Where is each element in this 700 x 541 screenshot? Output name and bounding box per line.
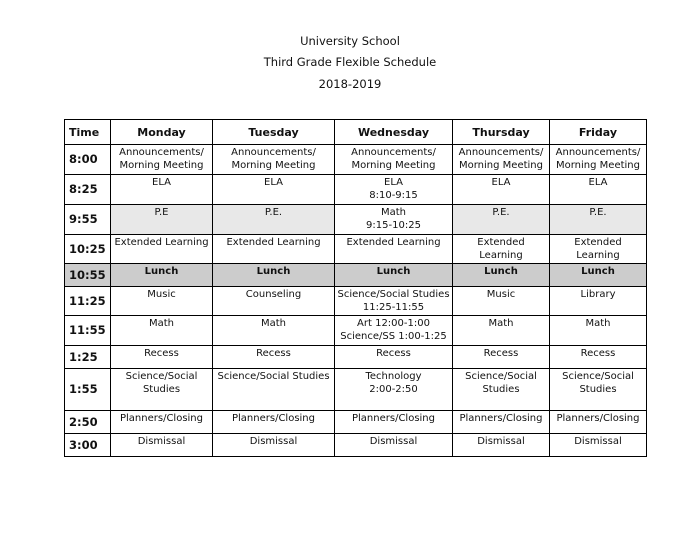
schedule-cell-thursday xyxy=(453,369,550,411)
cell-line: Planners/Closing xyxy=(556,413,640,424)
cell-line: Extended Learning xyxy=(477,237,525,261)
cell-line: Recess xyxy=(580,348,616,359)
cell-line: Recess xyxy=(376,348,411,359)
cell-line: ELA xyxy=(264,177,283,188)
schedule-title: Third Grade Flexible Schedule xyxy=(263,55,437,69)
schedule-cell-tuesday xyxy=(213,145,335,175)
cell-line: ELA xyxy=(491,177,511,188)
cell-line: Extended Learning xyxy=(226,237,321,248)
cell-line: Announcements/ xyxy=(119,147,204,158)
time-cell: 11:55 xyxy=(65,316,111,346)
schedule-cell-thursday xyxy=(453,205,550,235)
schedule-cell-monday xyxy=(111,145,213,175)
cell-line: Counseling xyxy=(245,289,302,300)
cell-line: Dismissal xyxy=(477,436,525,447)
school-year: 2018-2019 xyxy=(318,77,382,91)
cell-line: Extended Learning xyxy=(574,237,622,261)
schedule-cell-monday xyxy=(111,411,213,434)
schedule-cell-wednesday xyxy=(335,235,453,264)
schedule-cell-tuesday xyxy=(213,287,335,316)
schedule-cell-thursday xyxy=(453,235,550,264)
table-row xyxy=(65,316,647,346)
cell-line: Lunch xyxy=(376,266,411,277)
cell-line: Science/Social xyxy=(465,371,537,382)
time-cell: 3:00 xyxy=(65,434,111,457)
cell-line: Dismissal xyxy=(574,436,622,447)
cell-line: Dismissal xyxy=(249,436,298,447)
schedule-cell-thursday xyxy=(453,346,550,369)
table-row xyxy=(65,434,647,457)
schedule-cell-monday xyxy=(111,235,213,264)
time-cell: 8:00 xyxy=(65,145,111,175)
schedule-cell-monday xyxy=(111,287,213,316)
cell-line: Math xyxy=(488,318,514,329)
column-header-monday: Monday xyxy=(111,120,213,145)
schedule-cell-monday xyxy=(111,346,213,369)
cell-line: Math xyxy=(260,318,286,329)
cell-line: Studies xyxy=(482,384,520,395)
column-header-tuesday: Tuesday xyxy=(213,120,335,145)
cell-line: Art 12:00-1:00 xyxy=(357,318,430,329)
schedule-cell-wednesday xyxy=(335,145,453,175)
school-name: University School xyxy=(300,34,400,48)
schedule-cell-tuesday xyxy=(213,235,335,264)
cell-line: Planners/Closing xyxy=(459,413,543,424)
cell-line: Announcements/ xyxy=(458,147,544,158)
cell-line: ELA xyxy=(384,177,403,188)
schedule-cell-thursday xyxy=(453,411,550,434)
cell-line: P.E. xyxy=(589,207,607,218)
schedule-cell-friday xyxy=(550,205,647,235)
cell-line: Music xyxy=(486,289,516,300)
schedule-cell-tuesday xyxy=(213,264,335,287)
column-header-thursday: Thursday xyxy=(453,120,550,145)
schedule-cell-wednesday xyxy=(335,287,453,316)
cell-line: Morning Meeting xyxy=(231,160,316,171)
cell-line: Lunch xyxy=(256,266,291,277)
schedule-cell-thursday xyxy=(453,434,550,457)
cell-line: Math xyxy=(148,318,174,329)
time-cell: 9:55 xyxy=(65,205,111,235)
schedule-cell-thursday xyxy=(453,316,550,346)
schedule-cell-friday xyxy=(550,411,647,434)
cell-line: Morning Meeting xyxy=(459,160,543,171)
cell-line: Lunch xyxy=(581,266,615,277)
cell-line: Morning Meeting xyxy=(351,160,436,171)
cell-line: Announcements/ xyxy=(351,147,436,158)
cell-line: 11:25-11:55 xyxy=(362,302,425,313)
schedule-cell-tuesday xyxy=(213,346,335,369)
schedule-cell-tuesday xyxy=(213,175,335,205)
schedule-cell-thursday xyxy=(453,264,550,287)
cell-line: Science/Social xyxy=(125,371,198,382)
cell-line: Library xyxy=(580,289,616,300)
cell-line: Dismissal xyxy=(369,436,418,447)
cell-line: Morning Meeting xyxy=(119,160,204,171)
schedule-cell-tuesday xyxy=(213,316,335,346)
cell-line: Science/SS 1:00-1:25 xyxy=(340,331,447,342)
column-header-wednesday: Wednesday xyxy=(335,120,453,145)
cell-line: Science/Social xyxy=(562,371,634,382)
table-row xyxy=(65,411,647,434)
schedule-cell-friday xyxy=(550,316,647,346)
cell-line: ELA xyxy=(588,177,608,188)
table-row xyxy=(65,346,647,369)
schedule-cell-friday xyxy=(550,145,647,175)
schedule-cell-friday xyxy=(550,264,647,287)
schedule-cell-wednesday xyxy=(335,175,453,205)
schedule-cell-tuesday xyxy=(213,411,335,434)
cell-line: Extended Learning xyxy=(114,237,209,248)
schedule-cell-wednesday xyxy=(335,369,453,411)
cell-line: Extended Learning xyxy=(346,237,441,248)
table-row xyxy=(65,175,647,205)
cell-line: 9:15-10:25 xyxy=(366,220,421,231)
time-cell: 2:50 xyxy=(65,411,111,434)
schedule-cell-wednesday xyxy=(335,316,453,346)
table-row xyxy=(65,369,647,411)
cell-line: Math xyxy=(380,207,406,218)
table-row xyxy=(65,287,647,316)
cell-line: P.E xyxy=(154,207,169,218)
schedule-cell-thursday xyxy=(453,145,550,175)
cell-line: Studies xyxy=(579,384,617,395)
cell-line: Recess xyxy=(256,348,291,359)
schedule-cell-tuesday xyxy=(213,434,335,457)
cell-line: Science/Social Studies xyxy=(217,371,330,382)
time-cell: 8:25 xyxy=(65,175,111,205)
cell-line: Morning Meeting xyxy=(556,160,640,171)
cell-line: Planners/Closing xyxy=(231,413,315,424)
cell-line: Announcements/ xyxy=(555,147,641,158)
schedule-cell-wednesday xyxy=(335,205,453,235)
cell-line: Planners/Closing xyxy=(119,413,203,424)
cell-line: Announcements/ xyxy=(231,147,316,158)
cell-line: Lunch xyxy=(144,266,179,277)
schedule-cell-friday xyxy=(550,369,647,411)
schedule-cell-tuesday xyxy=(213,205,335,235)
schedule-cell-monday xyxy=(111,175,213,205)
cell-line: Dismissal xyxy=(137,436,186,447)
schedule-table xyxy=(64,119,647,457)
cell-line: Math xyxy=(585,318,611,329)
cell-line: Recess xyxy=(144,348,179,359)
schedule-cell-monday xyxy=(111,434,213,457)
cell-line: Science/Social Studies xyxy=(337,289,450,300)
header-row xyxy=(65,120,647,145)
time-cell: 10:55 xyxy=(65,264,111,287)
time-cell: 11:25 xyxy=(65,287,111,316)
cell-line: 8:10-9:15 xyxy=(369,190,418,201)
schedule-cell-friday xyxy=(550,175,647,205)
schedule-cell-wednesday xyxy=(335,411,453,434)
cell-line: Music xyxy=(147,289,176,300)
cell-line: ELA xyxy=(152,177,171,188)
time-cell: 10:25 xyxy=(65,235,111,264)
cell-line: Recess xyxy=(483,348,519,359)
table-row xyxy=(65,205,647,235)
cell-line: P.E. xyxy=(264,207,283,218)
cell-line: Studies xyxy=(142,384,181,395)
time-cell: 1:25 xyxy=(65,346,111,369)
table-row xyxy=(65,235,647,264)
schedule-cell-thursday xyxy=(453,287,550,316)
cell-line: Planners/Closing xyxy=(351,413,435,424)
table-row xyxy=(65,264,647,287)
time-cell: 1:55 xyxy=(65,369,111,411)
column-header-friday: Friday xyxy=(550,120,647,145)
column-header-time: Time xyxy=(65,120,111,145)
schedule-cell-friday xyxy=(550,287,647,316)
schedule-cell-friday xyxy=(550,346,647,369)
schedule-cell-friday xyxy=(550,235,647,264)
schedule-cell-wednesday xyxy=(335,434,453,457)
schedule-cell-monday xyxy=(111,369,213,411)
schedule-cell-monday xyxy=(111,205,213,235)
schedule-cell-wednesday xyxy=(335,264,453,287)
cell-line: P.E. xyxy=(492,207,510,218)
schedule-cell-tuesday xyxy=(213,369,335,411)
cell-line: Lunch xyxy=(484,266,518,277)
schedule-cell-thursday xyxy=(453,175,550,205)
schedule-cell-monday xyxy=(111,264,213,287)
schedule-cell-wednesday xyxy=(335,346,453,369)
schedule-cell-monday xyxy=(111,316,213,346)
schedule-cell-friday xyxy=(550,434,647,457)
cell-line: 2:00-2:50 xyxy=(369,384,418,395)
cell-line: Technology xyxy=(365,371,422,382)
table-row xyxy=(65,145,647,175)
